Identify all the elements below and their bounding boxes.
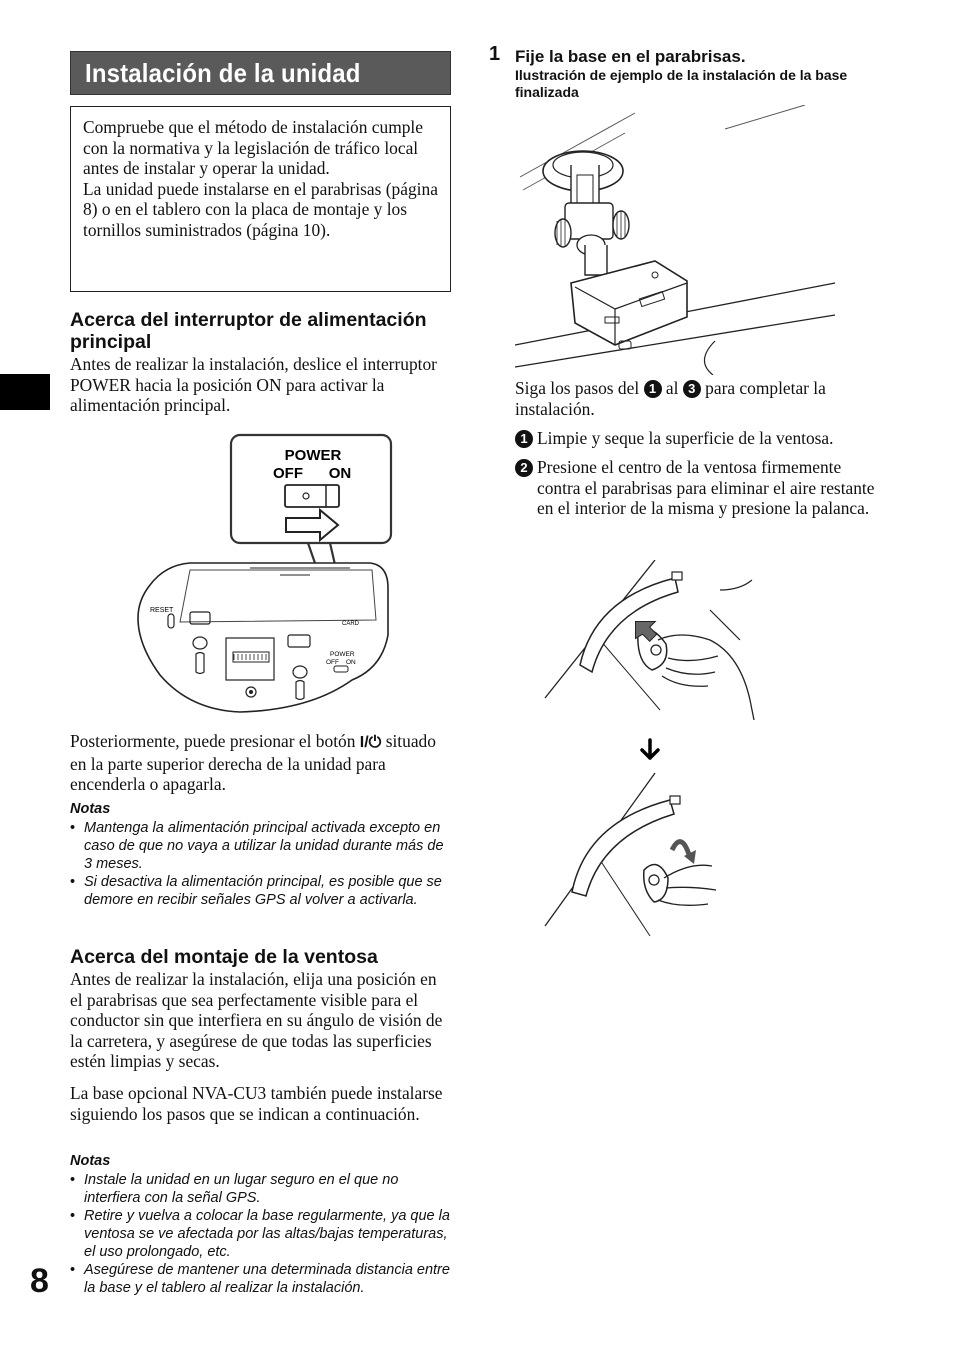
- base-installed-illustration: [515, 105, 845, 375]
- base-joint: [565, 203, 613, 239]
- mount-paragraph-1: Antes de realizar la instalación, elija una posición en el parabrisas que sea perfectamente visible para el conductor sin que interfiera en su ángulo de visión de la carretera, y asegúrese de que todas las superficies estén limpias y secas.: [70, 969, 443, 1072]
- power-after-text-start: Posteriormente, puede presionar el botón: [70, 731, 356, 751]
- step-subtitle: Ilustración de ejemplo de la instalación de la base finalizada: [515, 67, 848, 100]
- power-after-text: [70, 731, 451, 795]
- page-number: 8: [30, 1262, 49, 1300]
- notice-paragraph-2: La unidad puede instalarse en el parabrisas (página 8) o en el tablero con la placa de montaje y los tornillos suministrados (página 10).: [83, 178, 438, 240]
- power-label: POWER: [284, 447, 342, 464]
- substep-2-number-icon: 2: [515, 459, 533, 477]
- power-after-text-end: situado en la parte superior derecha de la unidad para encenderla o apagarla.: [70, 731, 436, 795]
- step-ref-1-icon: 1: [644, 380, 662, 398]
- mount-notes-title: Notas: [70, 1153, 111, 1169]
- power-note-2: • Si desactiva la alimentación principal, es posible que se demore en recibir señales GPS al volver a activarla.: [70, 873, 454, 909]
- left-knob: [555, 219, 571, 247]
- small-off-label: OFF: [326, 659, 339, 666]
- mount-note-1: • Instale la unidad en un lugar seguro en el que no interfiera con la señal GPS.: [70, 1171, 454, 1207]
- down-arrow-icon: [642, 740, 658, 758]
- step-number: 1: [489, 43, 501, 65]
- small-on-label: ON: [346, 659, 356, 666]
- power-notes-title: Notas: [70, 801, 111, 817]
- step-intro-b: al: [665, 378, 679, 398]
- on-label: ON: [328, 465, 352, 482]
- substep-1: [515, 428, 875, 449]
- power-section-text: Antes de realizar la instalación, deslice el interruptor POWER hacia la posición ON para activar la alimentación principal.: [70, 354, 437, 416]
- notice-box: [70, 106, 451, 292]
- step-intro: [515, 378, 875, 419]
- page-title-bar: [70, 51, 451, 95]
- power-note-1: • Mantenga la alimentación principal activada excepto en caso de que no vaya a utilizar la unidad durante más de 3 meses.: [70, 819, 454, 873]
- power-switch-illustration: [130, 430, 394, 720]
- hand-top: [658, 635, 754, 720]
- power-notes-list: [70, 819, 454, 909]
- page-title: Instalación de la unidad: [85, 58, 361, 88]
- reset-label: RESET: [150, 607, 174, 614]
- step-ref-3-icon: 3: [683, 380, 701, 398]
- card-label: CARD: [342, 621, 360, 627]
- mount-paragraph-2: La base opcional NVA-CU3 también puede instalarse siguiendo los pasos que se indican a continuación.: [70, 1083, 443, 1124]
- mount-section-heading: Acerca del montaje de la ventosa: [70, 946, 378, 968]
- step-intro-a: Siga los pasos del: [515, 378, 640, 398]
- mount-note-2: • Retire y vuelva a colocar la base regularmente, ya que la ventosa se ve afectada por las altas/bajas temperaturas, el uso prolongado, etc.: [70, 1207, 454, 1261]
- substep-1-text: Limpie y seque la superficie de la ventosa.: [537, 428, 834, 448]
- section-tab-marker: [0, 374, 50, 410]
- switch-body: [285, 485, 339, 507]
- substep-1-number-icon: 1: [515, 430, 533, 448]
- step-title: Fije la base en el parabrisas.: [515, 47, 746, 66]
- suction-press-illustration: [540, 560, 770, 950]
- step-intro-c: para completar la instalación.: [515, 378, 826, 419]
- small-power-label: POWER: [330, 651, 355, 658]
- off-label: OFF: [273, 465, 303, 482]
- notice-paragraph-1: Compruebe que el método de instalación cumple con la normativa y la legislación de tráfico local antes de instalar y operar la unidad.: [83, 117, 423, 179]
- mount-notes-list: [70, 1171, 454, 1297]
- power-button-symbol-icon: I/⏻: [359, 734, 382, 751]
- power-section-heading: Acerca del interruptor de alimentación principal: [70, 309, 427, 353]
- substep-2: [515, 457, 875, 519]
- mount-note-3: • Asegúrese de mantener una determinada distancia entre la base y el tablero al realizar la instalación.: [70, 1261, 454, 1297]
- substep-2-text: Presione el centro de la ventosa firmemente contra el parabrisas para eliminar el aire restante en el interior de la misma y presione la palanca.: [537, 457, 875, 519]
